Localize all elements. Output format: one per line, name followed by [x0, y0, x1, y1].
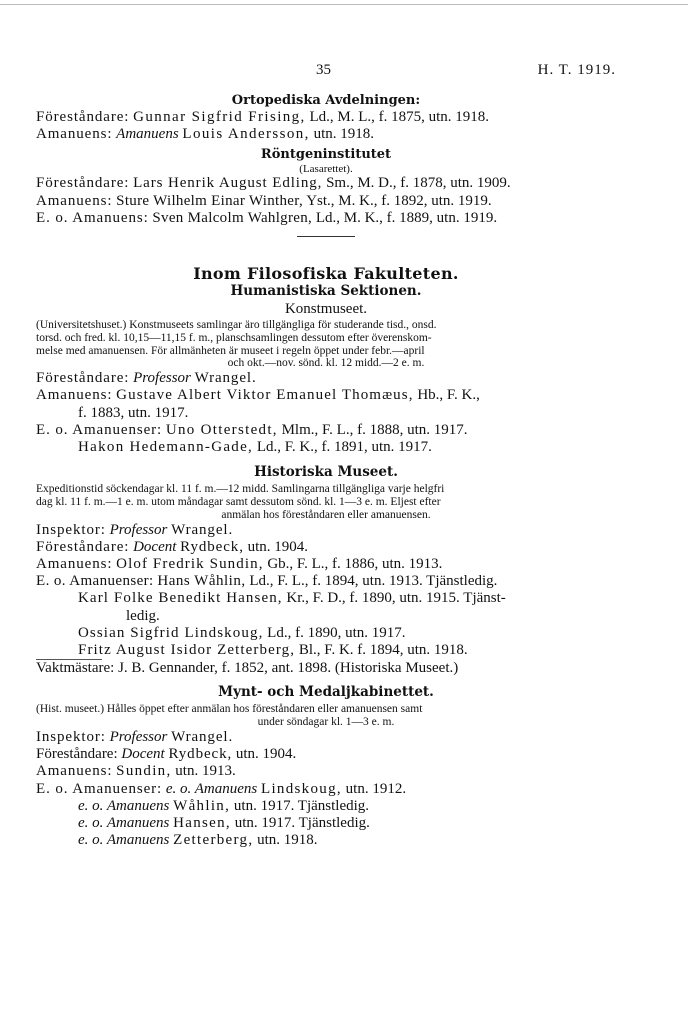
- mynt-eo-amanuens-4: e. o. Amanuens Zetterberg, utn. 1918.: [78, 832, 318, 849]
- ortopediska-heading: Ortopediska Avdelningen:: [231, 93, 421, 108]
- mynt-eo-amanuens-1: E. o. Amanuenser: e. o. Amanuens Lindskoug, utn. 1912.: [36, 780, 407, 797]
- page-number: 35: [316, 62, 331, 78]
- historiska-director: Föreståndare: Docent Rydbeck, utn. 1904.: [36, 538, 309, 555]
- page-header: [36, 62, 616, 82]
- rontgen-subheading: (Lasarettet).: [299, 163, 353, 176]
- konstmuseet-note-4: och okt.—nov. sönd. kl. 12 midd.—2 e. m.: [227, 357, 425, 370]
- page-content: [36, 92, 616, 849]
- historiska-amanuens: Amanuens: Olof Fredrik Sundin, Gb., F. L., f. 1886, utn. 1913.: [36, 556, 443, 573]
- mynt-eo-amanuens-2: e. o. Amanuens Wåhlin, utn. 1917. Tjänstledig.: [78, 797, 370, 814]
- historiska-eo-amanuens-2-cont: ledig.: [126, 607, 160, 624]
- ortopediska-director: Föreståndare: Gunnar Sigfrid Frising, Ld., M. L., f. 1875, utn. 1918.: [36, 109, 490, 125]
- konstmuseet-note-3: melse med amanuensen. För allmänheten är museet i regeln öppet under febr.—april: [36, 344, 425, 357]
- konstmuseet-eo-amanuens-1: E. o. Amanuenser: Uno Otterstedt, Mlm., F. L., f. 1888, utn. 1917.: [36, 421, 468, 438]
- historiska-note-3: anmälan hos föreståndaren eller amanuensen.: [221, 508, 431, 521]
- konstmuseet-note-1: (Universitetshuset.) Konstmuseets samlingar äro tillgängliga för studerande tisd., onsd.: [36, 319, 437, 332]
- mynt-inspector: Inspektor: Professor Wrangel.: [36, 729, 234, 746]
- section-divider: [297, 236, 355, 237]
- konstmuseet-eo-amanuens-2: Hakon Hedemann-Gade, Ld., F. K., f. 1891, utn. 1917.: [78, 439, 432, 456]
- ortopediska-amanuens: Amanuens: Amanuens Louis Andersson, utn. 1918.: [36, 126, 374, 143]
- konstmuseet-amanuens: Amanuens: Gustave Albert Viktor Emanuel Thomæus, Hb., F. K.,: [36, 387, 480, 404]
- historiska-caretaker: Vaktmästare: J. B. Gennander, f. 1852, ant. 1898. (Historiska Museet.): [36, 660, 459, 677]
- mynt-eo-amanuens-3: e. o. Amanuens Hansen, utn. 1917. Tjänstledig.: [78, 815, 370, 832]
- rontgen-amanuens: Amanuens: Sture Wilhelm Einar Winther, Yst., M. K., f. 1892, utn. 1919.: [36, 192, 492, 209]
- rontgen-eo-amanuens: E. o. Amanuens: Sven Malcolm Wahlgren, Ld., M. K., f. 1889, utn. 1919.: [36, 209, 498, 226]
- historiska-eo-amanuens-2: Karl Folke Benedikt Hansen, Kr., F. D., f. 1890, utn. 1915. Tjänst-: [78, 590, 506, 607]
- historiska-note-1: Expeditionstid söckendagar kl. 11 f. m.—12 midd. Samlingarna tillgängliga varje helgfri: [36, 483, 445, 496]
- konstmuseet-heading: Konstmuseet.: [284, 301, 368, 318]
- historiska-eo-amanuens-3: Ossian Sigfrid Lindskoug, Ld., f. 1890, utn. 1917.: [78, 624, 406, 641]
- historiska-eo-amanuens-4: Fritz August Isidor Zetterberg, Bl., F. K. f. 1894, utn. 1918.: [78, 642, 468, 659]
- historiska-heading: Historiska Museet.: [254, 464, 398, 481]
- historiska-note-2: dag kl. 11 f. m.—1 e. m. utom måndagar samt dessutom sönd. kl. 1—3 e. m. Eljest efter: [36, 496, 441, 509]
- konstmuseet-director: Föreståndare: Professor Wrangel.: [36, 370, 257, 387]
- mynt-director: Föreståndare: Docent Rydbeck, utn. 1904.: [36, 746, 297, 763]
- faculty-heading: Inom Filosofiska Fakulteten.: [193, 264, 459, 284]
- mynt-heading: Mynt- och Medaljkabinettet.: [218, 684, 434, 701]
- mynt-note-1: (Hist. museet.) Hålles öppet efter anmälan hos föreståndaren eller amanuensen samt: [36, 703, 423, 716]
- historiska-eo-amanuens-1: E. o. Amanuenser: Hans Wåhlin, Ld., F. L., f. 1894, utn. 1913. Tjänstledig.: [36, 573, 498, 590]
- mynt-note-2: under söndagar kl. 1—3 e. m.: [257, 716, 395, 729]
- rontgen-heading: Röntgeninstitutet: [260, 147, 392, 163]
- mynt-amanuens: Amanuens: Sundin, utn. 1913.: [36, 763, 236, 780]
- historiska-inspector: Inspektor: Professor Wrangel.: [36, 521, 234, 538]
- top-border: [0, 4, 688, 5]
- running-head: H. T. 1919.: [537, 62, 616, 78]
- konstmuseet-note-2: torsd. och fred. kl. 10,15—11,15 f. m., planschsamlingen dessutom efter överenskom-: [36, 331, 432, 344]
- konstmuseet-amanuens-cont: f. 1883, utn. 1917.: [78, 404, 189, 421]
- section-heading: Humanistiska Sektionen.: [230, 283, 422, 300]
- rontgen-director: Föreståndare: Lars Henrik August Edling, Sm., M. D., f. 1878, utn. 1909.: [36, 175, 511, 192]
